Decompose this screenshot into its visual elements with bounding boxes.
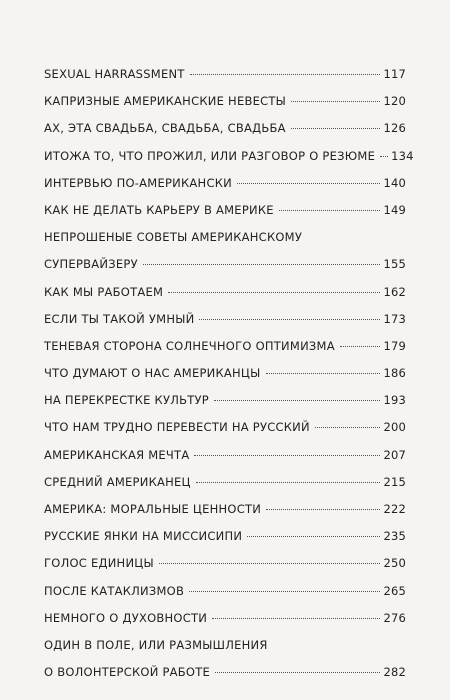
toc-entry	[44, 526, 406, 553]
toc-page-number: 126	[383, 121, 406, 136]
dot-leader	[266, 373, 381, 374]
toc-entry-row	[44, 499, 406, 526]
toc-page-number: 134	[391, 148, 414, 163]
toc-entry-title: ЧТО НАМ ТРУДНО ПЕРЕВЕСТИ НА РУССКИЙ	[44, 420, 310, 435]
toc-page-number: 235	[383, 529, 406, 544]
dot-leader	[380, 156, 388, 157]
table-of-contents	[44, 64, 414, 689]
toc-entry	[44, 635, 406, 689]
dot-leader	[199, 319, 380, 320]
dot-leader	[291, 128, 381, 129]
toc-page-number: 200	[383, 420, 406, 435]
dot-leader	[215, 672, 380, 673]
toc-entry	[44, 118, 406, 145]
toc-entry-row	[44, 390, 406, 417]
toc-entry	[44, 227, 406, 281]
dot-leader	[291, 101, 380, 102]
toc-entry-title: ПОСЛЕ КАТАКЛИЗМОВ	[44, 583, 185, 598]
toc-entry-row	[44, 336, 406, 363]
toc-entry-title: ТЕНЕВАЯ СТОРОНА СОЛНЕЧНОГО ОПТИМИЗМА	[44, 338, 335, 353]
dot-leader	[168, 292, 380, 293]
toc-entry-row	[44, 445, 406, 472]
toc-entry-row	[44, 200, 406, 227]
toc-entry-title: SEXUAL HARRASSMENT	[44, 67, 185, 81]
toc-entry	[44, 417, 406, 444]
toc-page-number: 215	[383, 474, 406, 489]
toc-entry-row	[44, 662, 406, 689]
toc-entry-row	[44, 309, 406, 336]
toc-page-number: 276	[383, 610, 406, 625]
toc-entry	[44, 608, 406, 635]
toc-entry-row	[44, 363, 406, 390]
dot-leader	[266, 509, 380, 510]
toc-entry	[44, 309, 406, 336]
toc-entry-title-line: ОДИН В ПОЛЕ, ИЛИ РАЗМЫШЛЕНИЯ	[44, 637, 268, 652]
toc-page-number: 173	[383, 311, 406, 326]
toc-entry	[44, 282, 406, 309]
toc-entry-title: ИТОЖА ТО, ЧТО ПРОЖИЛ, ИЛИ РАЗГОВОР О РЕЗЮМЕ	[44, 148, 376, 163]
toc-entry	[44, 553, 406, 580]
toc-entry	[44, 445, 406, 472]
toc-entry	[44, 91, 406, 118]
toc-entry-row	[44, 608, 406, 635]
dot-leader	[315, 427, 381, 428]
toc-page-number: 162	[383, 284, 406, 299]
dot-leader	[212, 618, 380, 619]
toc-entry-title: НЕМНОГО О ДУХОВНОСТИ	[44, 610, 208, 625]
toc-entry-title: РУССКИЕ ЯНКИ НА МИССИСИПИ	[44, 529, 243, 544]
toc-entry	[44, 146, 414, 173]
toc-entry-title: СРЕДНИЙ АМЕРИКАНЕЦ	[44, 474, 191, 489]
toc-entry	[44, 363, 406, 390]
toc-entry-title-line: НЕПРОШЕНЫЕ СОВЕТЫ АМЕРИКАНСКОМУ	[44, 230, 303, 245]
dot-leader	[340, 346, 381, 347]
toc-entry-title: ГОЛОС ЕДИНИЦЫ	[44, 556, 154, 571]
toc-entry-title: КАК НЕ ДЕЛАТЬ КАРЬЕРУ В АМЕРИКЕ	[44, 202, 274, 217]
toc-entry	[44, 472, 406, 499]
dot-leader	[143, 264, 381, 265]
toc-entry	[44, 581, 406, 608]
toc-entry-row	[44, 526, 406, 553]
toc-page-number: 140	[383, 175, 406, 190]
toc-entry-title: КАПРИЗНЫЕ АМЕРИКАНСКИЕ НЕВЕСТЫ	[44, 94, 287, 109]
dot-leader	[237, 183, 380, 184]
toc-entry-title: ЕСЛИ ТЫ ТАКОЙ УМНЫЙ	[44, 311, 195, 326]
toc-entry-row	[44, 254, 406, 281]
dot-leader	[247, 536, 380, 537]
toc-page-number: 265	[383, 583, 406, 598]
toc-entry-title: АХ, ЭТА СВАДЬБА, СВАДЬБА, СВАДЬБА	[44, 121, 286, 136]
toc-entry-title: АМЕРИКАНСКАЯ МЕЧТА	[44, 447, 190, 462]
toc-entry-title: АМЕРИКА: МОРАЛЬНЫЕ ЦЕННОСТИ	[44, 502, 262, 516]
toc-page-number: 155	[383, 257, 406, 272]
toc-entry-row	[44, 91, 406, 118]
toc-entry-row	[44, 417, 406, 444]
toc-page-number: 117	[383, 67, 406, 81]
toc-page-number: 282	[383, 665, 406, 680]
toc-entry-row	[44, 173, 406, 200]
toc-entry	[44, 336, 406, 363]
toc-page-number: 179	[383, 338, 406, 353]
toc-page-number: 207	[383, 447, 406, 462]
toc-entry	[44, 173, 406, 200]
toc-page-number: 250	[383, 556, 406, 571]
toc-entry-row	[44, 282, 406, 309]
toc-page-number: 193	[383, 393, 406, 408]
toc-entry	[44, 499, 406, 526]
dot-leader	[194, 455, 380, 456]
toc-entry-row	[44, 553, 406, 580]
toc-entry	[44, 64, 406, 91]
dot-leader	[189, 591, 380, 592]
toc-entry-row	[44, 118, 406, 145]
toc-entry-row	[44, 64, 406, 91]
dot-leader	[279, 210, 381, 211]
toc-entry	[44, 390, 406, 417]
dot-leader	[190, 74, 381, 75]
toc-entry-title: КАК МЫ РАБОТАЕМ	[44, 284, 164, 299]
dot-leader	[214, 400, 380, 401]
toc-page-number: 149	[383, 202, 406, 217]
toc-page-number: 120	[383, 94, 406, 109]
dot-leader	[159, 563, 381, 564]
toc-entry-title: СУПЕРВАЙЗЕРУ	[44, 257, 138, 272]
toc-entry-row	[44, 581, 406, 608]
dot-leader	[196, 482, 381, 483]
toc-entry-row	[44, 146, 414, 173]
toc-entry	[44, 200, 406, 227]
toc-entry-title: ИНТЕРВЬЮ ПО-АМЕРИКАНСКИ	[44, 175, 232, 190]
toc-entry-title: НА ПЕРЕКРЕСТКЕ КУЛЬТУР	[44, 393, 209, 408]
toc-entry-title: О ВОЛОНТЕРСКОЙ РАБОТЕ	[44, 665, 211, 680]
toc-entry-title: ЧТО ДУМАЮТ О НАС АМЕРИКАНЦЫ	[44, 366, 261, 381]
toc-page-number: 222	[383, 502, 406, 516]
toc-page-number: 186	[383, 366, 406, 381]
toc-entry-row	[44, 472, 406, 499]
